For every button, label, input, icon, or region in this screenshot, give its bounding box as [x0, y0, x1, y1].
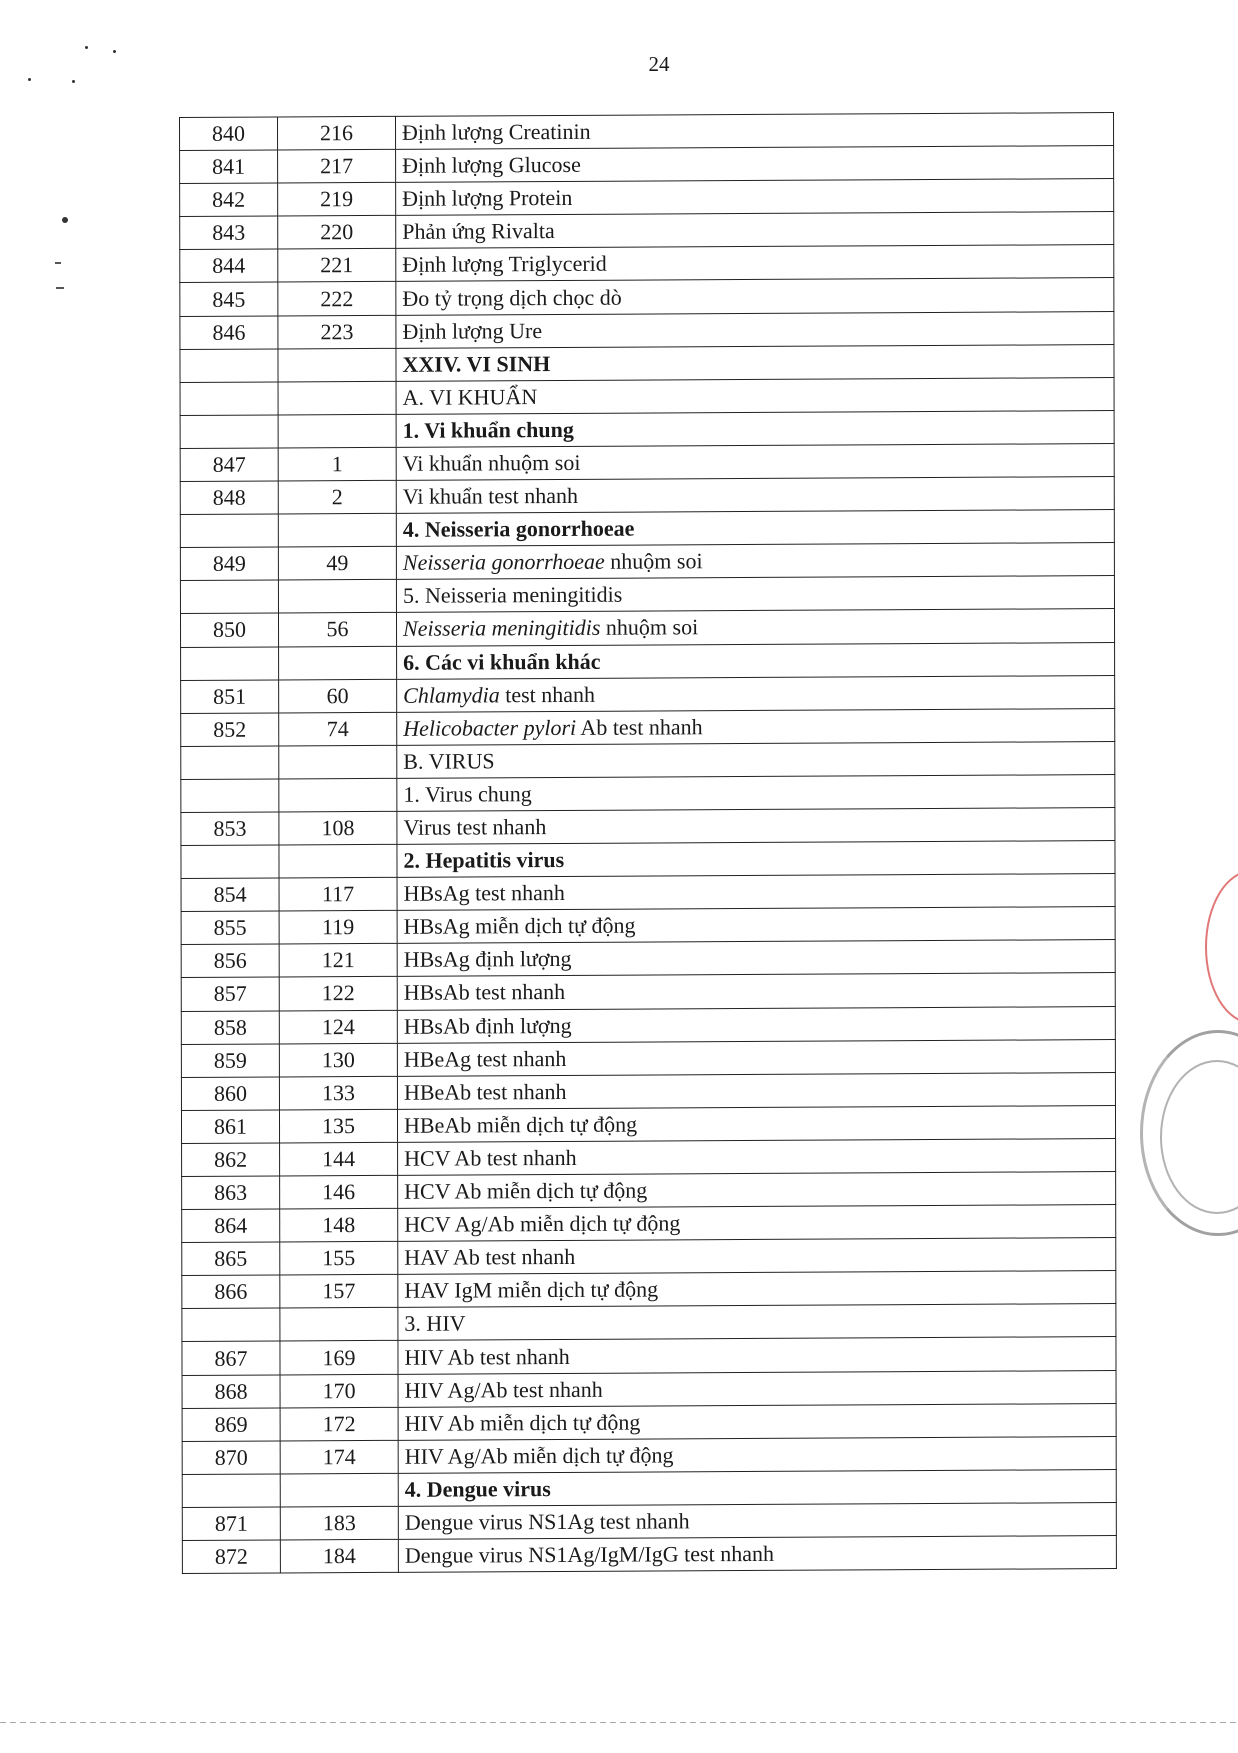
table-row [180, 609, 1114, 647]
row-code: 60 [279, 679, 397, 713]
row-stt: 851 [181, 680, 279, 714]
service-suffix: Ab test nhanh [576, 713, 703, 740]
row-stt: 845 [180, 282, 278, 316]
row-code: 220 [278, 216, 396, 250]
row-stt [181, 779, 279, 813]
row-stt: 842 [180, 183, 278, 217]
scan-mark [85, 46, 88, 49]
row-code: 148 [280, 1208, 398, 1242]
row-code: 122 [279, 977, 397, 1011]
service-suffix: nhuộm soi [604, 548, 703, 575]
table-row [181, 642, 1115, 680]
row-stt: 862 [182, 1143, 280, 1177]
row-code: 219 [278, 183, 396, 217]
row-service-name: Dengue virus NS1Ag/IgM/IgG test nhanh [398, 1536, 1116, 1573]
table-row [180, 576, 1114, 614]
row-code [279, 844, 397, 878]
row-service-name: Định lượng Creatinin [396, 113, 1114, 150]
row-service-name: 6. Các vi khuẩn khác [397, 642, 1115, 679]
table-row [182, 1436, 1116, 1474]
row-service-name: HIV Ag/Ab test nhanh [398, 1370, 1116, 1407]
row-service-name: HCV Ab test nhanh [398, 1138, 1116, 1175]
row-stt: 867 [182, 1341, 280, 1375]
table-row [181, 841, 1115, 879]
row-stt: 849 [180, 547, 278, 581]
row-stt [180, 382, 278, 416]
row-code: 144 [280, 1142, 398, 1176]
table-row [180, 443, 1114, 481]
row-code [278, 580, 396, 614]
table-row [180, 113, 1114, 151]
table-row [181, 973, 1115, 1011]
row-code: 117 [279, 878, 397, 912]
row-code: 221 [278, 249, 396, 283]
row-stt: 871 [182, 1507, 280, 1541]
row-stt: 852 [181, 713, 279, 747]
row-code: 183 [280, 1506, 398, 1540]
row-service-name: 1. Vi khuẩn chung [396, 410, 1114, 447]
table-row [180, 212, 1114, 250]
red-seal-stamp [1205, 870, 1238, 1024]
table-row [180, 410, 1114, 448]
page-number: 24 [648, 52, 670, 76]
table-row [180, 477, 1114, 515]
row-code: 146 [280, 1175, 398, 1209]
row-stt: 840 [180, 117, 278, 151]
table-row [182, 1238, 1116, 1276]
organism-name: Neisseria gonorrhoeae [402, 549, 605, 576]
row-service-name: Định lượng Ure [396, 311, 1114, 348]
row-service-name: 1. Virus chung [397, 774, 1115, 811]
row-stt [182, 1474, 280, 1508]
service-suffix: test nhanh [499, 681, 596, 707]
row-code: 222 [278, 282, 396, 316]
table-row [182, 1403, 1116, 1441]
row-code [278, 381, 396, 415]
row-code: 184 [280, 1539, 398, 1573]
row-code: 170 [280, 1374, 398, 1408]
table-row [181, 741, 1115, 779]
table-row [180, 179, 1114, 217]
row-code: 133 [279, 1076, 397, 1110]
row-service-name: 3. HIV [398, 1304, 1116, 1341]
table-row [180, 344, 1114, 382]
row-code: 155 [280, 1242, 398, 1276]
row-code: 157 [280, 1275, 398, 1309]
row-code: 135 [279, 1109, 397, 1143]
row-stt [182, 1308, 280, 1342]
table-row [181, 907, 1115, 945]
row-stt: 850 [180, 613, 278, 647]
row-service-name: 2. Hepatitis virus [397, 841, 1115, 878]
row-service-name: HBsAg test nhanh [397, 874, 1115, 911]
table-row [182, 1138, 1116, 1176]
row-service-name: A. VI KHUẨN [396, 377, 1114, 414]
table-row [182, 1370, 1116, 1408]
row-code [279, 646, 397, 680]
service-suffix: nhuộm soi [600, 614, 699, 641]
row-code: 2 [278, 480, 396, 514]
row-service-name [396, 543, 1114, 580]
row-service-name: HBsAg định lượng [397, 940, 1115, 977]
row-code: 223 [278, 315, 396, 349]
table-row [182, 1172, 1116, 1210]
scan-mark [28, 78, 31, 81]
scan-mark [72, 80, 75, 83]
row-stt: 859 [181, 1044, 279, 1078]
row-stt [181, 845, 279, 879]
row-code: 124 [279, 1010, 397, 1044]
row-stt: 841 [180, 150, 278, 184]
table-row [182, 1469, 1116, 1507]
scan-mark [56, 287, 64, 289]
table-row [180, 245, 1114, 283]
row-stt: 853 [181, 812, 279, 846]
scan-mark [55, 262, 61, 264]
table-row [181, 874, 1115, 912]
row-stt [180, 514, 278, 548]
row-stt: 844 [180, 249, 278, 283]
services-table [179, 112, 1117, 1574]
row-service-name: Vi khuẩn nhuộm soi [396, 443, 1114, 480]
row-service-name: 5. Neisseria meningitidis [396, 576, 1114, 613]
row-stt: 870 [182, 1441, 280, 1475]
table-row [181, 1105, 1115, 1143]
table-row [180, 543, 1114, 581]
row-stt: 843 [180, 216, 278, 250]
row-service-name: Định lượng Glucose [396, 146, 1114, 183]
row-stt [181, 746, 279, 780]
organism-name: Helicobacter pylori [403, 714, 577, 741]
row-stt: 863 [182, 1176, 280, 1210]
table-row [181, 774, 1115, 812]
scan-edge-line [0, 1722, 1238, 1723]
row-code: 56 [278, 613, 396, 647]
row-code: 216 [278, 116, 396, 150]
table-row [182, 1502, 1116, 1540]
row-code [279, 778, 397, 812]
row-code [280, 1473, 398, 1507]
table-row [182, 1271, 1116, 1309]
row-stt: 865 [182, 1242, 280, 1276]
row-stt: 858 [181, 1011, 279, 1045]
row-service-name: Dengue virus NS1Ag test nhanh [398, 1502, 1116, 1539]
row-service-name: HIV Ag/Ab miễn dịch tự động [398, 1436, 1116, 1473]
row-service-name: HAV Ab test nhanh [398, 1238, 1116, 1275]
scan-mark [62, 217, 68, 223]
row-stt: 866 [182, 1275, 280, 1309]
row-code: 119 [279, 911, 397, 945]
table-row [180, 146, 1114, 184]
row-code: 121 [279, 944, 397, 978]
row-service-name: Phản ứng Rivalta [396, 212, 1114, 249]
row-code: 108 [279, 811, 397, 845]
table-row [181, 940, 1115, 978]
row-stt: 846 [180, 316, 278, 350]
row-code [279, 745, 397, 779]
row-code: 169 [280, 1341, 398, 1375]
row-service-name [397, 708, 1115, 745]
row-service-name: Định lượng Protein [396, 179, 1114, 216]
row-service-name [397, 675, 1115, 712]
row-code: 174 [280, 1440, 398, 1474]
table-row [182, 1536, 1116, 1574]
table-row [181, 675, 1115, 713]
table-row [181, 708, 1115, 746]
row-service-name: Định lượng Triglycerid [396, 245, 1114, 282]
row-stt: 868 [182, 1375, 280, 1409]
row-service-name: HCV Ab miễn dịch tự động [398, 1172, 1116, 1209]
row-code: 172 [280, 1407, 398, 1441]
row-code [278, 348, 396, 382]
row-stt: 869 [182, 1408, 280, 1442]
row-service-name: XXIV. VI SINH [396, 344, 1114, 381]
table-row [181, 808, 1115, 846]
row-stt: 855 [181, 911, 279, 945]
table-row [182, 1337, 1116, 1375]
row-service-name: HCV Ag/Ab miễn dịch tự động [398, 1205, 1116, 1242]
row-stt: 857 [181, 977, 279, 1011]
row-service-name: HAV IgM miễn dịch tự động [398, 1271, 1116, 1308]
row-code [278, 513, 396, 547]
row-service-name: B. VIRUS [397, 741, 1115, 778]
table-row [180, 377, 1114, 415]
row-code: 217 [278, 149, 396, 183]
row-stt: 847 [180, 448, 278, 482]
row-stt [180, 580, 278, 614]
row-service-name: HBsAb định lượng [397, 1006, 1115, 1043]
table-row [181, 1006, 1115, 1044]
table-row [182, 1304, 1116, 1342]
row-code [278, 414, 396, 448]
table-row [180, 510, 1114, 548]
row-stt [180, 415, 278, 449]
row-service-name [396, 609, 1114, 646]
row-service-name: HBsAg miễn dịch tự động [397, 907, 1115, 944]
row-code: 130 [279, 1043, 397, 1077]
row-stt [181, 646, 279, 680]
row-service-name: Vi khuẩn test nhanh [396, 477, 1114, 514]
row-service-name: HBeAb miễn dịch tự động [397, 1105, 1115, 1142]
row-service-name: HIV Ab test nhanh [398, 1337, 1116, 1374]
table-row [182, 1205, 1116, 1243]
row-service-name: HIV Ab miễn dịch tự động [398, 1403, 1116, 1440]
row-service-name: HBsAb test nhanh [397, 973, 1115, 1010]
row-code [280, 1308, 398, 1342]
row-code: 74 [279, 712, 397, 746]
row-service-name: HBeAg test nhanh [397, 1039, 1115, 1076]
row-service-name: Virus test nhanh [397, 808, 1115, 845]
row-service-name: Đo tỷ trọng dịch chọc dò [396, 278, 1114, 315]
row-stt: 848 [180, 481, 278, 515]
row-service-name: 4. Neisseria gonorrhoeae [396, 510, 1114, 547]
table-row [180, 311, 1114, 349]
row-stt: 856 [181, 944, 279, 978]
row-stt: 861 [181, 1110, 279, 1144]
row-stt: 860 [181, 1077, 279, 1111]
organism-name: Chlamydia [403, 681, 500, 708]
row-stt: 872 [182, 1540, 280, 1574]
organism-name: Neisseria meningitidis [403, 615, 601, 642]
table-body [180, 113, 1117, 1574]
table-row [181, 1072, 1115, 1110]
table-row [180, 278, 1114, 316]
row-stt [180, 349, 278, 383]
row-stt: 854 [181, 878, 279, 912]
row-service-name: 4. Dengue virus [398, 1469, 1116, 1506]
row-code: 1 [278, 447, 396, 481]
row-code: 49 [278, 547, 396, 581]
row-stt: 864 [182, 1209, 280, 1243]
table-row [181, 1039, 1115, 1077]
row-service-name: HBeAb test nhanh [397, 1072, 1115, 1109]
